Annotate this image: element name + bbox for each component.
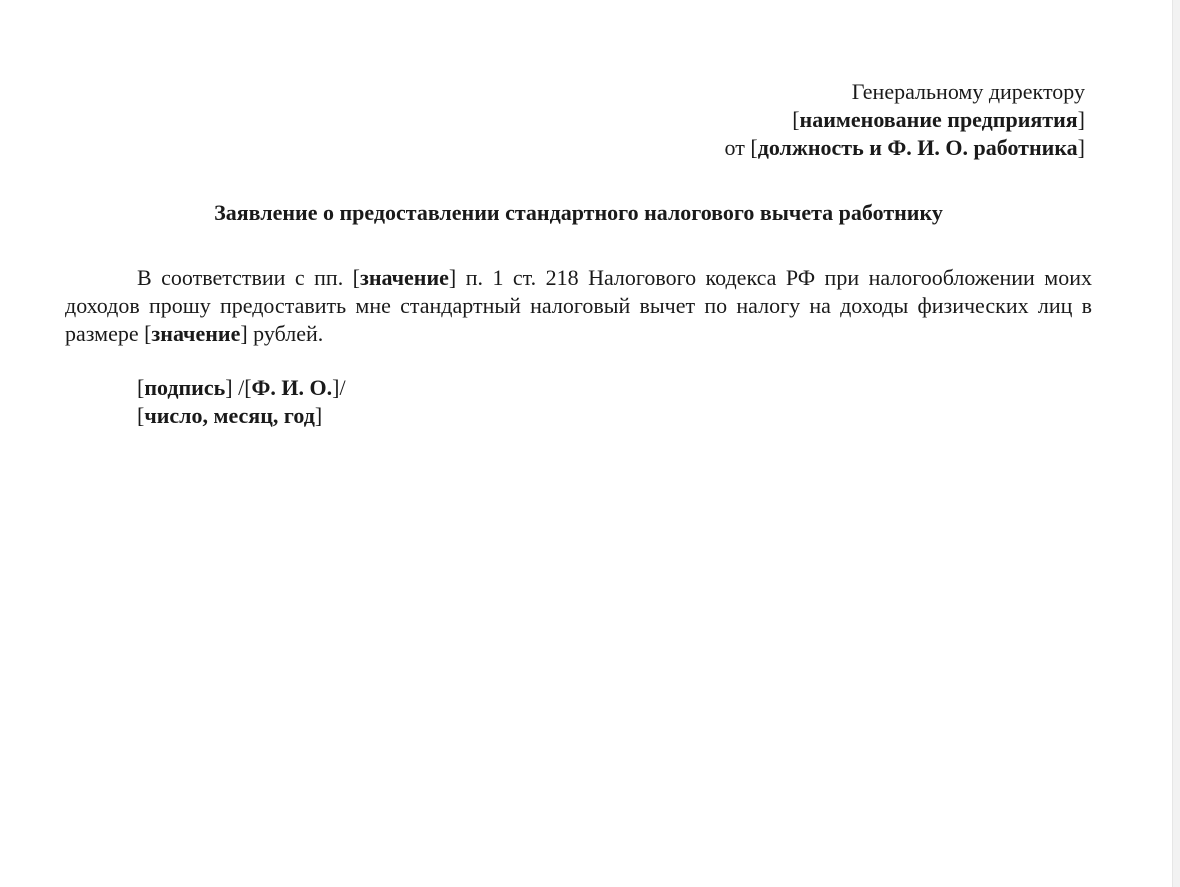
signature-line bbox=[137, 374, 346, 402]
body-text-part-1: В соответствии с пп. [ bbox=[137, 265, 360, 290]
scrollbar-track[interactable] bbox=[1172, 0, 1180, 887]
addressee-line-company bbox=[725, 106, 1085, 134]
bracket-close: ] bbox=[314, 403, 323, 428]
addressee-line-from bbox=[725, 134, 1085, 162]
company-placeholder: наименование предприятия bbox=[799, 107, 1078, 132]
document-title: Заявление о предоставлении стандартного налогового вычета работнику bbox=[214, 200, 943, 225]
bracket-close: ] bbox=[1077, 107, 1085, 132]
bracket-open: [ bbox=[792, 107, 800, 132]
addressee-block bbox=[725, 78, 1085, 162]
addressee-line-director bbox=[725, 78, 1085, 106]
body-text-part-3: ] рублей. bbox=[240, 321, 324, 346]
date-placeholder: число, месяц, год bbox=[144, 403, 315, 428]
body-text-part-2: ] п. 1 ст. 218 Налогового кодекса РФ при налогообложении моих доходов прошу предоставить мне стандартный налоговый вычет по налогу на доходы физических лиц в размере [ bbox=[65, 265, 1092, 346]
signature-placeholder: подпись bbox=[144, 375, 226, 400]
signature-separator: ] /[ bbox=[225, 375, 252, 400]
bracket-open: [ bbox=[137, 403, 145, 428]
employee-placeholder: должность и Ф. И. О. работника bbox=[757, 135, 1078, 160]
signature-block bbox=[137, 374, 346, 430]
body-paragraph bbox=[65, 264, 1092, 348]
name-placeholder: Ф. И. О. bbox=[251, 375, 333, 400]
from-prefix: от [ bbox=[724, 135, 758, 160]
bracket-close: ] bbox=[1077, 135, 1085, 160]
subparagraph-value-placeholder: значение bbox=[359, 265, 449, 290]
date-line bbox=[137, 402, 346, 430]
amount-value-placeholder: значение bbox=[151, 321, 241, 346]
addressee-director-text: Генеральному директору bbox=[851, 79, 1085, 104]
signature-close: ]/ bbox=[332, 375, 346, 400]
bracket-open: [ bbox=[137, 375, 145, 400]
